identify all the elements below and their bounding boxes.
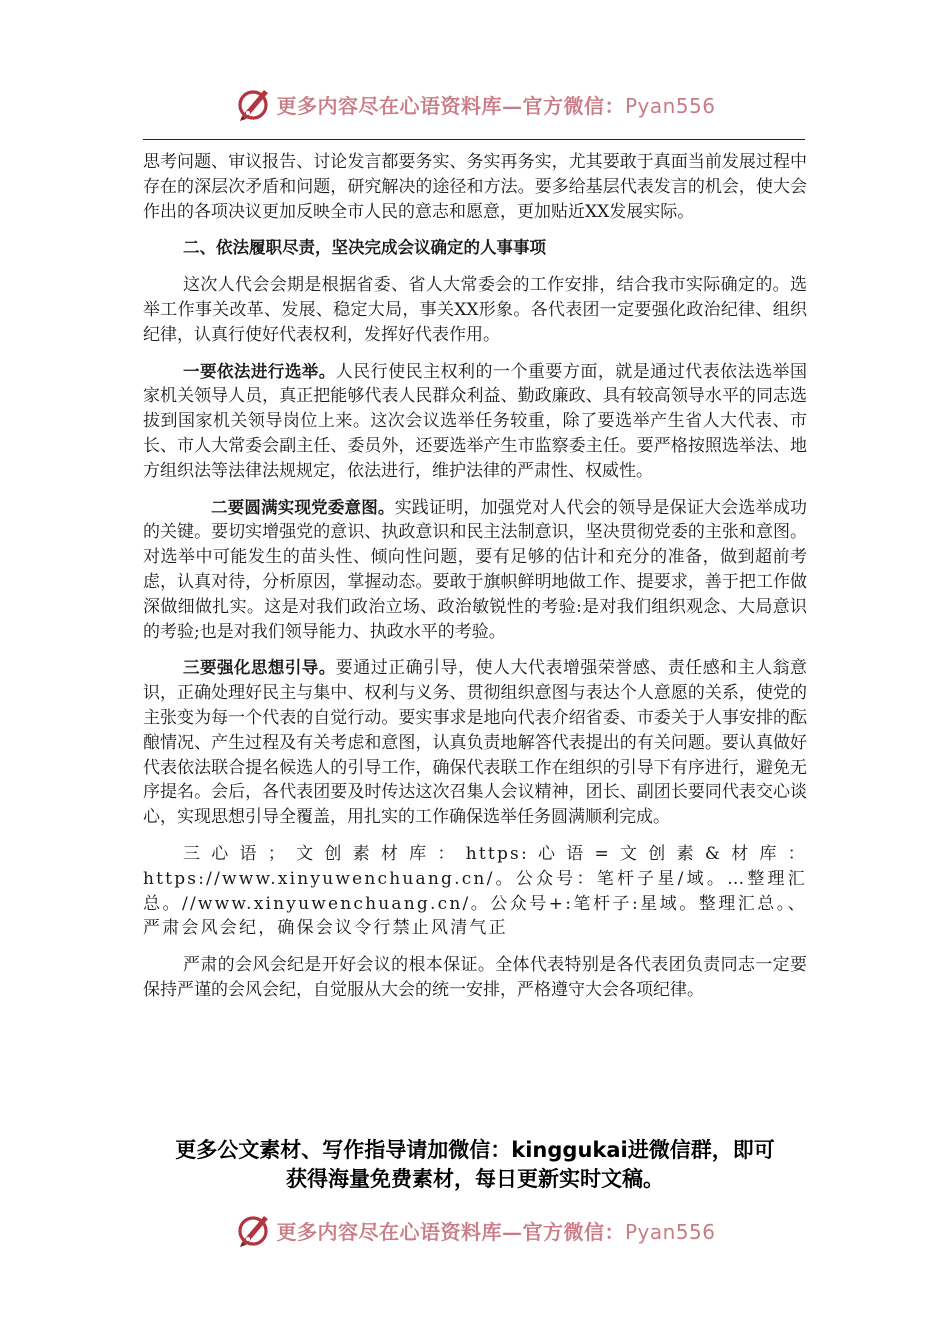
paragraph-5-lead: 三要强化思想引导。 <box>183 658 336 678</box>
pen-circle-logo-icon <box>234 1210 274 1250</box>
paragraph-3-text: 人民行使民主权利的一个重要方面，就是通过代表依法选举国家机关领导人员，真正把能够代表人民群众利益、勤政廉政、具有较高领导水平的同志选拔到国家机关领导岗位上来。这次会议选举任务较重，除了要选举产生省人大代表、市长、市人大常委会副主任、委员外，还要选举产生市监察委主任。要严格按照选举法、地方组织法等法律法规规定，依法进行，维护法律的严肃性、权威性。 <box>143 361 808 481</box>
promo-notice <box>120 1136 830 1194</box>
paragraph-4 <box>143 496 807 645</box>
footer-banner <box>0 1210 950 1250</box>
header-banner <box>0 84 950 124</box>
header-divider <box>143 139 805 140</box>
paragraph-2: 这次人代会会期是根据省委、省人大常委会的工作安排，结合我市实际确定的。选举工作事关改革、发展、稳定大局，事关XX形象。各代表团一定要强化政治纪律、组织纪律，认真行使好代表权利，发挥好代表作用。 <box>143 275 807 345</box>
footer-wechat-id: Pyan556 <box>624 1219 716 1244</box>
footer-banner-text: 更多内容尽在心语资料库—官方微信：Pyan556 <box>276 1219 716 1244</box>
promo-line-1: 更多公文素材、写作指导请加微信：kinggukai进微信群，即可 <box>175 1138 775 1162</box>
paragraph-7: 严肃的会风会纪是开好会议的根本保证。全体代表特别是各代表团负责同志一定要保持严谨的会风会纪，自觉服从大会的统一安排，严格遵守大会各项纪律。 <box>143 955 807 1000</box>
paragraph-4-lead: 二要圆满实现党委意图。 <box>211 497 395 517</box>
paragraph-5-text: 要通过正确引导，使人大代表增强荣誉感、责任感和主人翁意识，正确处理好民主与集中、权利与义务、贯彻组织意图与表达个人意愿的关系，使党的主张变为每一个代表的自觉行动。要实事求是地向代表介绍省委、市委关于人事安排的酝酿情况、产生过程及有关考虑和意图，认真负责地解答代表提出的有关问题。要认真做好代表依法联合提名候选人的引导工作，确保代表联工作在组织的引导下有序进行，避免无序提名。会后，各代表团要及时传达这次召集人会议精神，团长、副团长要同代表交心谈心，实现思想引导全覆盖，用扎实的工作确保选举任务圆满顺利完成。 <box>143 658 808 828</box>
pen-circle-logo-icon <box>234 84 274 124</box>
section-heading-2: 二、依法履职尽责，坚决完成会议确定的人事事项 <box>183 238 546 258</box>
promo-line-2: 获得海量免费素材，每日更新实时文稿。 <box>286 1167 664 1191</box>
paragraph-4-text: 实践证明，加强党对人代会的领导是保证大会选举成功的关键。要切实增强党的意识、执政意识和民主法制意识，坚决贯彻党委的主张和意图。对选举中可能发生的苗头性、倾向性问题，要有足够的估计和充分的准备，做到超前考虑，认真对待，分析原因，掌握动态。要敢于旗帜鲜明地做工作、提要求，善于把工作做深做细做扎实。这是对我们政治立场、政治敏锐性的考验:是对我们组织观念、大局意识的考验;也是对我们领导能力、执政水平的考验。 <box>143 497 808 642</box>
paragraph-3-lead: 一要依法进行选举。 <box>183 361 336 381</box>
document-body <box>143 150 807 1015</box>
paragraph-3 <box>143 360 807 484</box>
paragraph-5 <box>143 656 807 830</box>
paragraph-6-source-note: 三心语；文创素材库：https:心语=文创素&材库：https://www.xinyuwenchuang.cn/。公众号：笔杆子星/域。…整理汇总。//www.xinyuwenchuang.cn/。公众号+:笔杆子:星域。整理汇总。、严肃会风会纪，确保会议令行禁止风清气正 <box>143 843 807 939</box>
header-banner-text: 更多内容尽在心语资料库—官方微信：Pyan556 <box>276 93 716 118</box>
paragraph-1: 思考问题、审议报告、讨论发言都要务实、务实再务实，尤其要敢于真面当前发展过程中存在的深层次矛盾和问题，研究解决的途径和方法。要多给基层代表发言的机会，使大会作出的各项决议更加反映全市人民的意志和愿意，更加贴近XX发展实际。 <box>143 152 807 222</box>
header-wechat-id: Pyan556 <box>624 93 716 118</box>
